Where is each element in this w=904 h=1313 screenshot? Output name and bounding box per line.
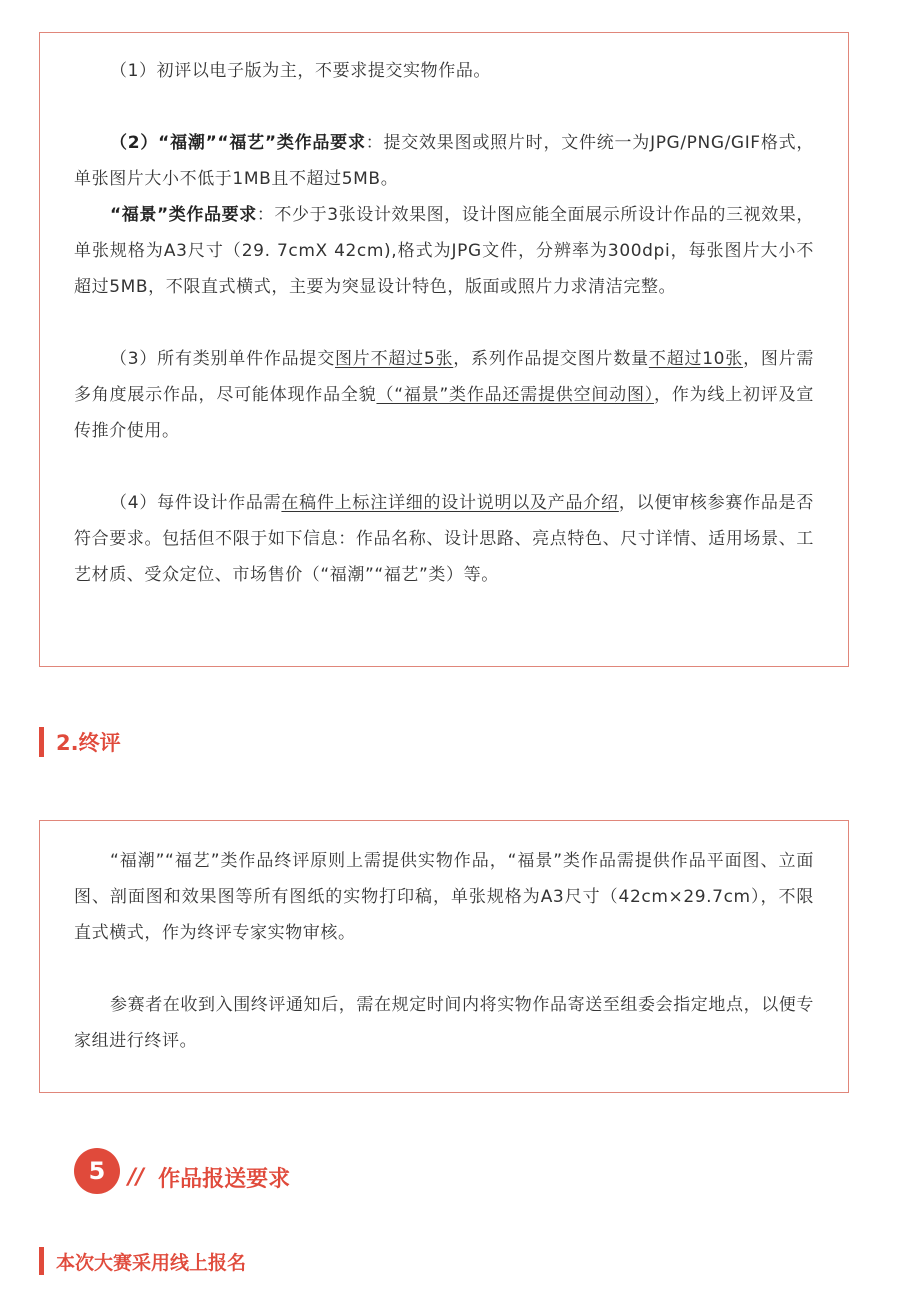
paragraph-4 [74, 485, 814, 593]
heading-bar [39, 727, 44, 757]
section-5-header [74, 1148, 290, 1194]
paragraph-4-part-a: （4）每件设计作品需 [110, 493, 282, 513]
final-review-heading [39, 727, 121, 757]
final-review-box [39, 820, 849, 1093]
heading-bar [39, 1247, 44, 1275]
online-registration-heading [39, 1247, 246, 1275]
paragraph-3-part-d: ，作为线上初评及宣传推介使用。 [74, 385, 814, 441]
initial-review-box [39, 32, 849, 667]
final-review-title: 2.终评 [56, 731, 121, 755]
paragraph-2 [74, 125, 814, 197]
paragraph-2b-text: ：不少于3张设计效果图，设计图应能全面展示所设计作品的三视效果，单张规格为A3尺寸（29. 7cmX 42cm),格式为JPG文件，分辨率为300dpi，每张图片大小不超过5MB，不限直式横式，主要为突显设计特色，版面或照片力求清洁完整。 [74, 205, 815, 297]
paragraph-3 [74, 341, 814, 449]
paragraph-2b-label: “福景”类作品要求 [110, 205, 257, 225]
paragraph-3-part-c: ，图片需多角度展示作品，尽可能体现作品全貌 [74, 349, 815, 405]
paragraph-2-text: ：提交效果图或照片时，文件统一为JPG/PNG/GIF格式，单张图片大小不低于1MB且不超过5MB。 [74, 133, 815, 189]
paragraph-3-part-b: ，系列作品提交图片数量 [453, 349, 649, 369]
paragraph-2-label: （2）“福潮”“福艺”类作品要求 [110, 133, 366, 153]
online-registration-title: 本次大赛采用线上报名 [56, 1251, 247, 1274]
final-paragraph-2: 参赛者在收到入围终评通知后，需在规定时间内将实物作品寄送至组委会指定地点，以便专家组进行终评。 [74, 995, 814, 1051]
final-paragraph-1: “福潮”“福艺”类作品终评原则上需提供实物作品，“福景”类作品需提供作品平面图、立面图、剖面图和效果图等所有图纸的实物打印稿，单张规格为A3尺寸（42cm×29.7cm），不限直式横式，作为终评专家实物审核。 [74, 851, 814, 943]
paragraph-1: （1）初评以电子版为主，不要求提交实物作品。 [110, 61, 492, 81]
paragraph-4-underline: 在稿件上标注详细的设计说明以及产品介绍 [281, 493, 619, 513]
section-number-badge: 5 [74, 1148, 120, 1194]
paragraph-3-underline-1: 图片不超过5张 [335, 349, 454, 369]
section-5-title: 作品报送要求 [158, 1166, 291, 1192]
section-slashes: // [128, 1164, 145, 1190]
paragraph-2b [74, 197, 814, 305]
paragraph-3-part-a: （3）所有类别单件作品提交 [110, 349, 335, 369]
paragraph-3-underline-2: 不超过10张 [648, 349, 744, 369]
paragraph-4-part-b: ，以便审核参赛作品是否符合要求。包括但不限于如下信息：作品名称、设计思路、亮点特色、尺寸详情、适用场景、工艺材质、受众定位、市场售价（“福潮”“福艺”类）等。 [74, 493, 814, 585]
paragraph-3-underline-3: （“福景”类作品还需提供空间动图） [376, 385, 655, 405]
